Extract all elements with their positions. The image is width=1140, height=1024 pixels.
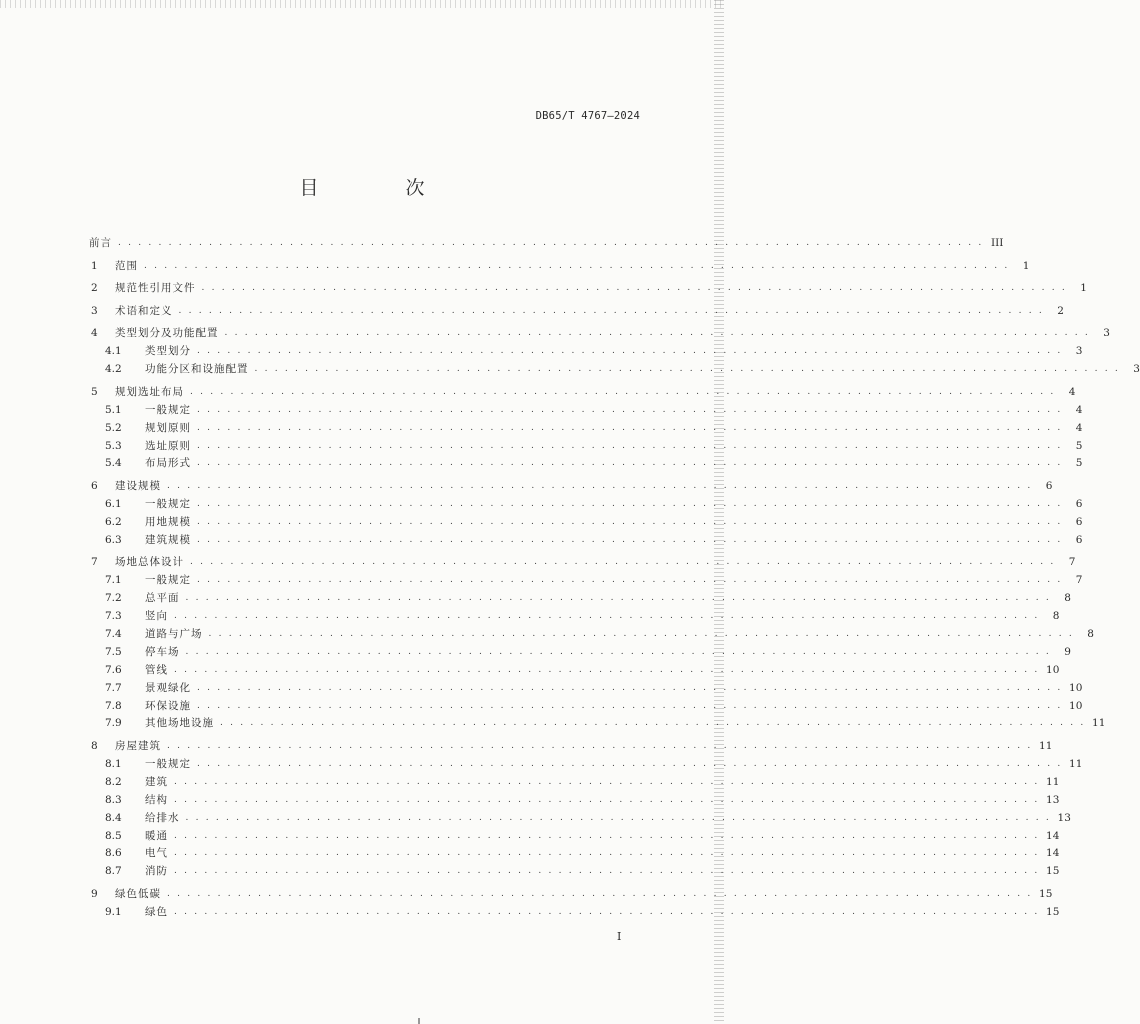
- toc-entry-page: 8: [1064, 592, 1071, 605]
- toc-entry[interactable]: [89, 714, 1106, 730]
- dot-leader: . . . . . . . . . . . . . . . . . . . . . . . . . . . . . . . . . . . . . . . . . . . . . . . . . . . . . . . . . . . . . . . . . . . . . . . . . . . . . . . . . . . . . .: [185, 812, 1051, 823]
- toc-entry-label: 规范性引用文件: [115, 282, 196, 295]
- toc-entry-number: 4.2: [105, 363, 122, 376]
- toc-entry-number: 9: [91, 887, 98, 900]
- toc-entry-number: 6.1: [105, 497, 122, 510]
- toc-entry-number: 3: [91, 304, 98, 317]
- toc-entry-page: 6: [1075, 533, 1083, 546]
- toc-entry[interactable]: [89, 531, 1083, 547]
- toc-entry-page: 3: [1103, 327, 1110, 340]
- toc-entry[interactable]: [89, 679, 1083, 695]
- dot-leader: . . . . . . . . . . . . . . . . . . . . . . . . . . . . . . . . . . . . . . . . . . . . . . . . . . . . . . . . . . . . . . . . . . . . . . . . . . . . . . . . . . . . . .: [197, 440, 1063, 451]
- toc-entry-page: 15: [1046, 905, 1060, 918]
- toc-entry-number: 2: [91, 282, 98, 295]
- toc-entry-page: 7: [1075, 574, 1083, 587]
- toc-entry-number: 8: [91, 740, 98, 752]
- toc-entry[interactable]: [89, 755, 1083, 771]
- toc-entry-page: 10: [1069, 681, 1083, 694]
- toc-entry-label: 道路与广场: [145, 627, 203, 640]
- toc-entry-label: 其他场地设施: [145, 717, 214, 730]
- toc-entry-label: 一般规定: [145, 757, 191, 770]
- toc-entry-label: 给排水: [145, 811, 180, 824]
- toc-entry-page: 6: [1075, 497, 1083, 510]
- toc-entry-page: 13: [1057, 811, 1071, 824]
- toc-entry-page: 11: [1092, 717, 1106, 730]
- toc-entry-number: 7.6: [105, 663, 122, 676]
- toc-entry[interactable]: [89, 844, 1060, 860]
- toc-entry-number: 5.2: [105, 421, 122, 434]
- dot-leader: . . . . . . . . . . . . . . . . . . . . . . . . . . . . . . . . . . . . . . . . . . . . . . . . . . . . . . . . . . . . . . . . . . . . . . . . . . . . . . . . . . . . . .: [197, 458, 1063, 469]
- toc-entry-label: 管线: [145, 663, 168, 676]
- dot-leader: . . . . . . . . . . . . . . . . . . . . . . . . . . . . . . . . . . . . . . . . . . . . . . . . . . . . . . . . . . . . . . . . . . . . . . . . . . . . . . . . . . . . . .: [201, 283, 1067, 294]
- toc-entry-number: 7.4: [105, 627, 122, 640]
- toc-entry-page: III: [990, 237, 1004, 249]
- toc-entry-number: 6.3: [105, 533, 122, 546]
- dot-leader: . . . . . . . . . . . . . . . . . . . . . . . . . . . . . . . . . . . . . . . . . . . . . . . . . . . . . . . . . . . . . . . . . . . . . . . . . . . . . . . . . . . . . .: [178, 305, 1044, 316]
- toc-entry[interactable]: [89, 234, 1004, 250]
- toc-entry[interactable]: [89, 827, 1060, 843]
- toc-entry-number: 9.1: [105, 905, 122, 918]
- toc-entry-label: 建筑规模: [145, 533, 191, 546]
- dot-leader: . . . . . . . . . . . . . . . . . . . . . . . . . . . . . . . . . . . . . . . . . . . . . . . . . . . . . . . . . . . . . . . . . . . . . . . . . . . . . . . . . . . . . .: [208, 628, 1074, 639]
- dot-leader: . . . . . . . . . . . . . . . . . . . . . . . . . . . . . . . . . . . . . . . . . . . . . . . . . . . . . . . . . . . . . . . . . . . . . . . . . . . . . . . . . . . . . .: [197, 682, 1063, 693]
- toc-entry-number: 5.3: [105, 439, 122, 452]
- toc-entry-number: 7: [91, 556, 98, 569]
- toc-entry-label: 景观绿化: [145, 681, 191, 694]
- toc-entry-label: 房屋建筑: [115, 740, 161, 752]
- toc-entry-number: 4.1: [105, 345, 122, 358]
- dot-leader: . . . . . . . . . . . . . . . . . . . . . . . . . . . . . . . . . . . . . . . . . . . . . . . . . . . . . . . . . . . . . . . . . . . . . . . . . . . . . . . . . . . . . .: [197, 422, 1063, 433]
- toc-entry-page: 11: [1046, 775, 1060, 788]
- toc-entry[interactable]: [89, 513, 1083, 529]
- toc-entry-page: 4: [1075, 421, 1083, 434]
- dot-leader: . . . . . . . . . . . . . . . . . . . . . . . . . . . . . . . . . . . . . . . . . . . . . . . . . . . . . . . . . . . . . . . . . . . . . . . . . . . . . . . . . . . . . .: [190, 557, 1056, 568]
- dot-leader: . . . . . . . . . . . . . . . . . . . . . . . . . . . . . . . . . . . . . . . . . . . . . . . . . . . . . . . . . . . . . . . . . . . . . . . . . . . . . . . . . . . . . .: [174, 906, 1040, 917]
- toc-entry-number: 7.9: [105, 717, 122, 730]
- toc-entry-number: 8.2: [105, 775, 122, 788]
- toc-entry-page: 11: [1039, 740, 1053, 752]
- dot-leader: . . . . . . . . . . . . . . . . . . . . . . . . . . . . . . . . . . . . . . . . . . . . . . . . . . . . . . . . . . . . . . . . . . . . . . . . . . . . . . . . . . . . . .: [197, 575, 1063, 586]
- toc-entry[interactable]: [89, 589, 1071, 605]
- dot-leader: . . . . . . . . . . . . . . . . . . . . . . . . . . . . . . . . . . . . . . . . . . . . . . . . . . . . . . . . . . . . . . . . . . . . . . . . . . . . . . . . . . . . . .: [197, 346, 1063, 357]
- toc-entry-label: 绿色: [145, 905, 168, 918]
- toc-entry-page: 14: [1046, 847, 1060, 860]
- toc-entry-label: 类型划分及功能配置: [115, 327, 219, 340]
- toc-entry-number: 5.4: [105, 457, 122, 470]
- toc-entry-page: 3: [1133, 363, 1140, 376]
- toc-entry-page: 6: [1075, 515, 1083, 528]
- toc-entry[interactable]: [89, 279, 1087, 295]
- toc-entry-label: 前言: [89, 237, 112, 249]
- toc-entry[interactable]: [89, 625, 1094, 641]
- dot-leader: . . . . . . . . . . . . . . . . . . . . . . . . . . . . . . . . . . . . . . . . . . . . . . . . . . . . . . . . . . . . . . . . . . . . . . . . . . . . . . . . . . . . . .: [174, 776, 1040, 787]
- toc-entry-label: 术语和定义: [115, 304, 173, 317]
- toc-entry-label: 环保设施: [145, 699, 191, 712]
- toc-entry-number: 8.1: [105, 757, 122, 770]
- toc-entry-label: 总平面: [145, 592, 180, 605]
- toc-entry-number: 5: [91, 385, 98, 398]
- toc-entry-page: 8: [1052, 610, 1060, 622]
- toc-entry-page: 3: [1075, 345, 1083, 358]
- toc-entry-label: 建设规模: [115, 480, 161, 492]
- dot-leader: . . . . . . . . . . . . . . . . . . . . . . . . . . . . . . . . . . . . . . . . . . . . . . . . . . . . . . . . . . . . . . . . . . . . . . . . . . . . . . . . . . . . . .: [167, 741, 1033, 751]
- toc-entry-page: 8: [1087, 627, 1094, 640]
- toc-entry-label: 建筑: [145, 775, 168, 788]
- dot-leader: . . . . . . . . . . . . . . . . . . . . . . . . . . . . . . . . . . . . . . . . . . . . . . . . . . . . . . . . . . . . . . . . . . . . . . . . . . . . . . . . . . . . . .: [197, 534, 1063, 545]
- toc-entry-number: 8.7: [105, 865, 122, 878]
- toc-entry-label: 一般规定: [145, 497, 191, 510]
- toc-entry-label: 暖通: [145, 829, 168, 842]
- dot-leader: . . . . . . . . . . . . . . . . . . . . . . . . . . . . . . . . . . . . . . . . . . . . . . . . . . . . . . . . . . . . . . . . . . . . . . . . . . . . . . . . . . . . . .: [197, 516, 1063, 527]
- dot-leader: . . . . . . . . . . . . . . . . . . . . . . . . . . . . . . . . . . . . . . . . . . . . . . . . . . . . . . . . . . . . . . . . . . . . . . . . . . . . . . . . . . . . . .: [174, 664, 1040, 675]
- toc-entry-label: 结构: [145, 793, 168, 806]
- toc-entry-label: 停车场: [145, 645, 180, 658]
- toc-entry-label: 规划选址布局: [115, 385, 184, 398]
- dot-leader: . . . . . . . . . . . . . . . . . . . . . . . . . . . . . . . . . . . . . . . . . . . . . . . . . . . . . . . . . . . . . . . . . . . . . . . . . . . . . . . . . . . . . .: [197, 700, 1063, 711]
- toc-entry-label: 竖向: [145, 610, 168, 622]
- toc-entry-page: 10: [1046, 663, 1060, 676]
- toc-entry-page: 2: [1057, 304, 1064, 317]
- toc-entry[interactable]: [89, 773, 1060, 789]
- toc-entry-page: 7: [1068, 556, 1076, 569]
- toc-entry[interactable]: [89, 454, 1083, 470]
- toc-entry-page: 15: [1039, 887, 1053, 900]
- toc-entry-page: 13: [1046, 793, 1060, 806]
- toc-entry-page: 4: [1068, 385, 1076, 398]
- toc-entry-label: 一般规定: [145, 403, 191, 416]
- toc-entry-page: 10: [1069, 699, 1083, 712]
- dot-leader: . . . . . . . . . . . . . . . . . . . . . . . . . . . . . . . . . . . . . . . . . . . . . . . . . . . . . . . . . . . . . . . . . . . . . . . . . . . . . . . . . . . . . .: [174, 866, 1040, 877]
- page-number: I: [617, 930, 622, 943]
- toc-entry[interactable]: [89, 571, 1083, 587]
- toc-entry-number: 7.2: [105, 592, 122, 605]
- toc-entry-number: 7.1: [105, 574, 122, 587]
- toc-entry[interactable]: [89, 437, 1083, 453]
- dot-leader: . . . . . . . . . . . . . . . . . . . . . . . . . . . . . . . . . . . . . . . . . . . . . . . . . . . . . . . . . . . . . . . . . . . . . . . . . . . . . . . . . . . . . .: [174, 611, 1040, 621]
- toc-entry-number: 8.3: [105, 793, 122, 806]
- toc-entry-number: 4: [91, 327, 98, 340]
- scan-mark: [418, 1018, 420, 1024]
- toc-entry[interactable]: [89, 360, 1140, 376]
- toc-entry-label: 用地规模: [145, 515, 191, 528]
- toc-entry-label: 一般规定: [145, 574, 191, 587]
- toc-entry-label: 场地总体设计: [115, 556, 184, 569]
- toc-entry[interactable]: [89, 737, 1053, 753]
- toc-entry-page: 5: [1075, 457, 1083, 470]
- toc-entry[interactable]: [89, 885, 1053, 901]
- page-title: 目 次: [299, 177, 459, 199]
- scan-edge-top: [0, 0, 724, 8]
- toc-entry-label: 电气: [145, 847, 168, 860]
- toc-entry-page: 9: [1064, 645, 1071, 658]
- toc-entry-number: 8.6: [105, 847, 122, 860]
- toc-entry-page: 1: [1022, 259, 1030, 272]
- toc-entry[interactable]: [89, 302, 1064, 318]
- dot-leader: . . . . . . . . . . . . . . . . . . . . . . . . . . . . . . . . . . . . . . . . . . . . . . . . . . . . . . . . . . . . . . . . . . . . . . . . . . . . . . . . . . . . . .: [144, 260, 1010, 271]
- toc-entry-number: 7.3: [105, 610, 122, 622]
- toc-entry[interactable]: [89, 661, 1060, 677]
- toc-entry-label: 规划原则: [145, 421, 191, 434]
- toc-entry-page: 15: [1046, 865, 1060, 878]
- dot-leader: . . . . . . . . . . . . . . . . . . . . . . . . . . . . . . . . . . . . . . . . . . . . . . . . . . . . . . . . . . . . . . . . . . . . . . . . . . . . . . . . . . . . . .: [174, 848, 1040, 859]
- toc-entry[interactable]: [89, 419, 1083, 435]
- toc-entry-number: 6.2: [105, 515, 122, 528]
- toc-entry[interactable]: [89, 495, 1083, 511]
- toc-entry-label: 消防: [145, 865, 168, 878]
- dot-leader: . . . . . . . . . . . . . . . . . . . . . . . . . . . . . . . . . . . . . . . . . . . . . . . . . . . . . . . . . . . . . . . . . . . . . . . . . . . . . . . . . . . . . .: [197, 758, 1063, 769]
- toc-entry-page: 4: [1075, 403, 1083, 416]
- toc-entry-number: 7.5: [105, 645, 122, 658]
- toc-entry-label: 范围: [115, 259, 138, 272]
- toc-entry-label: 功能分区和设施配置: [145, 363, 249, 376]
- toc-entry-page: 11: [1069, 757, 1083, 770]
- toc-entry[interactable]: [89, 903, 1060, 919]
- dot-leader: . . . . . . . . . . . . . . . . . . . . . . . . . . . . . . . . . . . . . . . . . . . . . . . . . . . . . . . . . . . . . . . . . . . . . . . . . . . . . . . . . . . . . .: [197, 404, 1063, 415]
- toc-entry[interactable]: [89, 697, 1083, 713]
- dot-leader: . . . . . . . . . . . . . . . . . . . . . . . . . . . . . . . . . . . . . . . . . . . . . . . . . . . . . . . . . . . . . . . . . . . . . . . . . . . . . . . . . . . . . .: [174, 830, 1040, 841]
- dot-leader: . . . . . . . . . . . . . . . . . . . . . . . . . . . . . . . . . . . . . . . . . . . . . . . . . . . . . . . . . . . . . . . . . . . . . . . . . . . . . . . . . . . . . .: [220, 718, 1086, 729]
- toc-entry-page: 5: [1075, 439, 1083, 452]
- toc-entry[interactable]: [89, 477, 1053, 493]
- toc-entry-page: 1: [1080, 282, 1087, 295]
- toc-entry-label: 选址原则: [145, 439, 191, 452]
- dot-leader: . . . . . . . . . . . . . . . . . . . . . . . . . . . . . . . . . . . . . . . . . . . . . . . . . . . . . . . . . . . . . . . . . . . . . . . . . . . . . . . . . . . . . .: [190, 386, 1056, 397]
- toc-entry-label: 类型划分: [145, 345, 191, 358]
- toc-entry-page: 6: [1045, 480, 1053, 492]
- toc-entry[interactable]: [89, 342, 1083, 358]
- toc-entry[interactable]: [89, 809, 1071, 825]
- dot-leader: . . . . . . . . . . . . . . . . . . . . . . . . . . . . . . . . . . . . . . . . . . . . . . . . . . . . . . . . . . . . . . . . . . . . . . . . . . . . . . . . . . . . . .: [174, 794, 1040, 805]
- dot-leader: . . . . . . . . . . . . . . . . . . . . . . . . . . . . . . . . . . . . . . . . . . . . . . . . . . . . . . . . . . . . . . . . . . . . . . . . . . . . . . . . . . . . . .: [118, 238, 984, 248]
- toc-entry-number: 5.1: [105, 403, 122, 416]
- dot-leader: . . . . . . . . . . . . . . . . . . . . . . . . . . . . . . . . . . . . . . . . . . . . . . . . . . . . . . . . . . . . . . . . . . . . . . . . . . . . . . . . . . . . . .: [185, 593, 1051, 604]
- toc-entry[interactable]: [89, 257, 1030, 273]
- toc-entry[interactable]: [89, 324, 1110, 340]
- toc-entry-page: 14: [1046, 829, 1060, 842]
- toc-entry[interactable]: [89, 862, 1060, 878]
- toc-entry-number: 7.8: [105, 699, 122, 712]
- dot-leader: . . . . . . . . . . . . . . . . . . . . . . . . . . . . . . . . . . . . . . . . . . . . . . . . . . . . . . . . . . . . . . . . . . . . . . . . . . . . . . . . . . . . . .: [197, 498, 1063, 509]
- toc-entry[interactable]: [89, 383, 1076, 399]
- dot-leader: . . . . . . . . . . . . . . . . . . . . . . . . . . . . . . . . . . . . . . . . . . . . . . . . . . . . . . . . . . . . . . . . . . . . . . . . . . . . . . . . . . . . . .: [185, 646, 1051, 657]
- toc-entry[interactable]: [89, 553, 1076, 569]
- toc-entry[interactable]: [89, 607, 1060, 623]
- toc-entry-number: 7.7: [105, 681, 122, 694]
- document-code: DB65/T 4767—2024: [535, 110, 640, 122]
- toc-entry-number: 6: [91, 480, 98, 492]
- toc-entry-number: 8.4: [105, 811, 122, 824]
- dot-leader: . . . . . . . . . . . . . . . . . . . . . . . . . . . . . . . . . . . . . . . . . . . . . . . . . . . . . . . . . . . . . . . . . . . . . . . . . . . . . . . . . . . . . .: [254, 364, 1120, 375]
- toc-entry-number: 1: [91, 259, 98, 272]
- toc-entry[interactable]: [89, 643, 1071, 659]
- toc-entry[interactable]: [89, 401, 1083, 417]
- toc-entry-label: 绿色低碳: [115, 887, 161, 900]
- toc-entry-label: 布局形式: [145, 457, 191, 470]
- toc-entry[interactable]: [89, 791, 1060, 807]
- dot-leader: . . . . . . . . . . . . . . . . . . . . . . . . . . . . . . . . . . . . . . . . . . . . . . . . . . . . . . . . . . . . . . . . . . . . . . . . . . . . . . . . . . . . . .: [167, 481, 1033, 491]
- toc-entry-number: 8.5: [105, 829, 122, 842]
- dot-leader: . . . . . . . . . . . . . . . . . . . . . . . . . . . . . . . . . . . . . . . . . . . . . . . . . . . . . . . . . . . . . . . . . . . . . . . . . . . . . . . . . . . . . .: [224, 328, 1090, 339]
- dot-leader: . . . . . . . . . . . . . . . . . . . . . . . . . . . . . . . . . . . . . . . . . . . . . . . . . . . . . . . . . . . . . . . . . . . . . . . . . . . . . . . . . . . . . .: [167, 888, 1033, 899]
